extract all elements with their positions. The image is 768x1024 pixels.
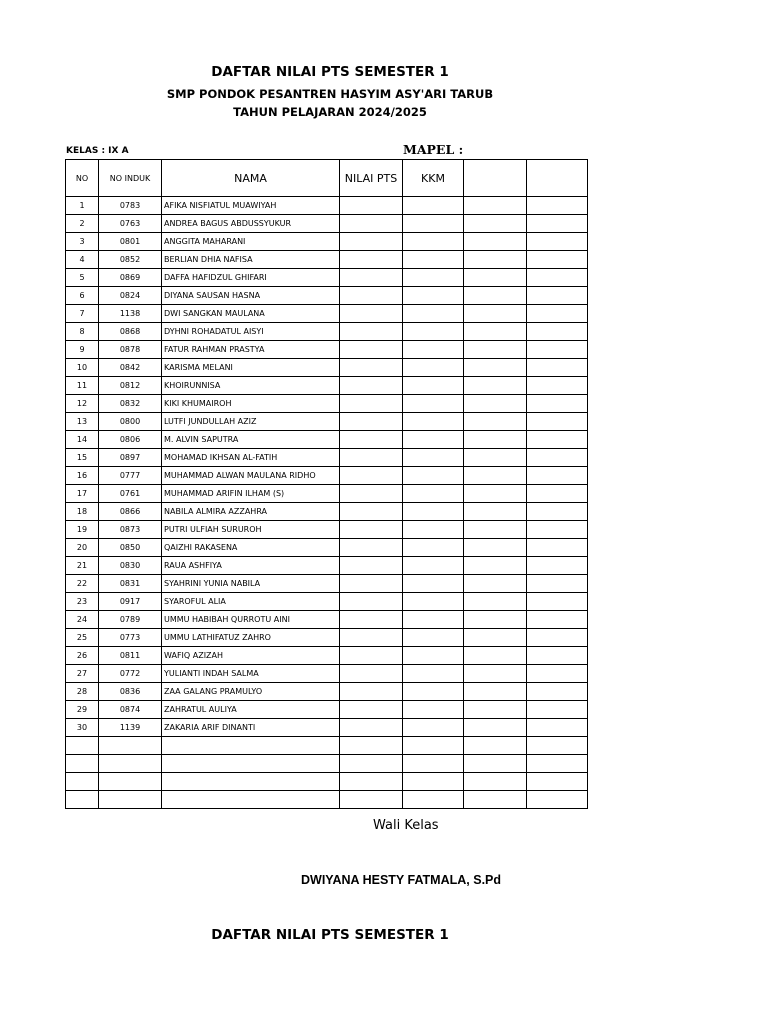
grades-table <box>65 159 588 809</box>
table-row <box>66 503 588 521</box>
cell-nilai-pts <box>340 467 403 485</box>
cell-extra-2 <box>527 377 588 395</box>
cell-no <box>66 737 99 755</box>
cell-kkm <box>403 665 464 683</box>
cell-extra-1 <box>464 467 527 485</box>
cell-no-induk: 0868 <box>99 323 162 341</box>
empty-row <box>66 791 588 809</box>
cell-kkm <box>403 755 464 773</box>
cell-no-induk: 1139 <box>99 719 162 737</box>
cell-no: 29 <box>66 701 99 719</box>
cell-nilai-pts <box>340 647 403 665</box>
table-header-row <box>66 160 588 197</box>
cell-extra-2 <box>527 719 588 737</box>
cell-nama: WAFIQ AZIZAH <box>162 647 340 665</box>
academic-year: TAHUN PELAJARAN 2024/2025 <box>233 105 427 119</box>
cell-no-induk: 0812 <box>99 377 162 395</box>
cell-nama: SYAHRINI YUNIA NABILA <box>162 575 340 593</box>
cell-no-induk: 0917 <box>99 593 162 611</box>
cell-nilai-pts <box>340 557 403 575</box>
table-row <box>66 287 588 305</box>
cell-no-induk: 0842 <box>99 359 162 377</box>
cell-kkm <box>403 539 464 557</box>
table-row <box>66 377 588 395</box>
cell-nama: KARISMA MELANI <box>162 359 340 377</box>
cell-nama: LUTFI JUNDULLAH AZIZ <box>162 413 340 431</box>
cell-kkm <box>403 305 464 323</box>
cell-kkm <box>403 557 464 575</box>
cell-kkm <box>403 233 464 251</box>
cell-nilai-pts <box>340 395 403 413</box>
cell-no-induk: 0763 <box>99 215 162 233</box>
cell-no-induk: 0866 <box>99 503 162 521</box>
cell-extra-1 <box>464 197 527 215</box>
cell-nilai-pts <box>340 521 403 539</box>
cell-kkm <box>403 719 464 737</box>
class-label: KELAS : IX A <box>66 146 129 156</box>
cell-kkm <box>403 647 464 665</box>
cell-extra-2 <box>527 323 588 341</box>
cell-nilai-pts <box>340 575 403 593</box>
cell-nama: UMMU LATHIFATUZ ZAHRO <box>162 629 340 647</box>
table-row <box>66 197 588 215</box>
cell-nilai-pts <box>340 341 403 359</box>
cell-nama: ZAHRATUL AULIYA <box>162 701 340 719</box>
cell-nilai-pts <box>340 431 403 449</box>
cell-extra-2 <box>527 431 588 449</box>
cell-extra-2 <box>527 629 588 647</box>
cell-no: 11 <box>66 377 99 395</box>
cell-kkm <box>403 467 464 485</box>
cell-nilai-pts <box>340 503 403 521</box>
cell-no-induk: 0772 <box>99 665 162 683</box>
cell-no-induk: 0811 <box>99 647 162 665</box>
cell-kkm <box>403 377 464 395</box>
cell-extra-1 <box>464 431 527 449</box>
cell-extra-2 <box>527 233 588 251</box>
cell-no: 12 <box>66 395 99 413</box>
cell-nilai-pts <box>340 629 403 647</box>
signer-name: DWIYANA HESTY FATMALA, S.Pd <box>301 873 502 887</box>
table-row <box>66 467 588 485</box>
cell-no-induk: 0852 <box>99 251 162 269</box>
table-row <box>66 611 588 629</box>
table-row <box>66 431 588 449</box>
table-row <box>66 323 588 341</box>
cell-no-induk: 0777 <box>99 467 162 485</box>
cell-nama: ZAA GALANG PRAMULYO <box>162 683 340 701</box>
cell-no: 8 <box>66 323 99 341</box>
cell-nilai-pts <box>340 539 403 557</box>
cell-extra-1 <box>464 305 527 323</box>
cell-no-induk: 0869 <box>99 269 162 287</box>
cell-no <box>66 755 99 773</box>
empty-row <box>66 773 588 791</box>
cell-kkm <box>403 287 464 305</box>
document-title: DAFTAR NILAI PTS SEMESTER 1 <box>211 64 449 80</box>
cell-no: 19 <box>66 521 99 539</box>
cell-nama: AFIKA NISFIATUL MUAWIYAH <box>162 197 340 215</box>
cell-nama <box>162 755 340 773</box>
cell-nilai-pts <box>340 287 403 305</box>
cell-nilai-pts <box>340 485 403 503</box>
cell-no: 30 <box>66 719 99 737</box>
cell-extra-1 <box>464 539 527 557</box>
cell-no-induk: 0789 <box>99 611 162 629</box>
table-row <box>66 413 588 431</box>
cell-nilai-pts <box>340 269 403 287</box>
cell-no: 28 <box>66 683 99 701</box>
table-row <box>66 629 588 647</box>
cell-no-induk: 0783 <box>99 197 162 215</box>
cell-no-induk: 0801 <box>99 233 162 251</box>
cell-extra-2 <box>527 269 588 287</box>
cell-kkm <box>403 341 464 359</box>
cell-no-induk <box>99 791 162 809</box>
cell-extra-1 <box>464 287 527 305</box>
cell-nama: FATUR RAHMAN PRASTYA <box>162 341 340 359</box>
cell-no-induk: 0873 <box>99 521 162 539</box>
cell-kkm <box>403 629 464 647</box>
cell-extra-1 <box>464 269 527 287</box>
cell-extra-2 <box>527 665 588 683</box>
cell-extra-1 <box>464 647 527 665</box>
cell-no: 25 <box>66 629 99 647</box>
cell-nama: SYAROFUL ALIA <box>162 593 340 611</box>
cell-no-induk: 0800 <box>99 413 162 431</box>
cell-nilai-pts <box>340 755 403 773</box>
cell-extra-1 <box>464 449 527 467</box>
cell-nilai-pts <box>340 197 403 215</box>
cell-nilai-pts <box>340 215 403 233</box>
cell-no-induk: 0850 <box>99 539 162 557</box>
cell-extra-2 <box>527 413 588 431</box>
cell-no-induk: 1138 <box>99 305 162 323</box>
cell-nilai-pts <box>340 791 403 809</box>
cell-no-induk: 0874 <box>99 701 162 719</box>
cell-extra-2 <box>527 683 588 701</box>
cell-extra-1 <box>464 413 527 431</box>
cell-extra-2 <box>527 647 588 665</box>
cell-nilai-pts <box>340 413 403 431</box>
cell-nama: KHOIRUNNISA <box>162 377 340 395</box>
table-row <box>66 557 588 575</box>
cell-nama: DWI SANGKAN MAULANA <box>162 305 340 323</box>
cell-extra-2 <box>527 575 588 593</box>
cell-nama: RAUA ASHFIYA <box>162 557 340 575</box>
cell-no: 7 <box>66 305 99 323</box>
cell-extra-1 <box>464 395 527 413</box>
cell-kkm <box>403 791 464 809</box>
cell-extra-1 <box>464 611 527 629</box>
cell-no-induk <box>99 737 162 755</box>
cell-kkm <box>403 683 464 701</box>
cell-extra-1 <box>464 233 527 251</box>
cell-no <box>66 791 99 809</box>
cell-nama: ANDREA BAGUS ABDUSSYUKUR <box>162 215 340 233</box>
cell-nama: NABILA ALMIRA AZZAHRA <box>162 503 340 521</box>
cell-extra-1 <box>464 503 527 521</box>
col-header-blank-1 <box>464 160 527 197</box>
homeroom-teacher-label: Wali Kelas <box>373 818 439 833</box>
table-row <box>66 539 588 557</box>
school-name: SMP PONDOK PESANTREN HASYIM ASY'ARI TARUB <box>166 87 494 101</box>
cell-extra-2 <box>527 737 588 755</box>
cell-no-induk: 0836 <box>99 683 162 701</box>
cell-nama: ZAKARIA ARIF DINANTI <box>162 719 340 737</box>
cell-nama: MUHAMMAD ARIFIN ILHAM (S) <box>162 485 340 503</box>
cell-extra-2 <box>527 341 588 359</box>
cell-no: 16 <box>66 467 99 485</box>
cell-extra-2 <box>527 539 588 557</box>
cell-extra-1 <box>464 323 527 341</box>
cell-no: 1 <box>66 197 99 215</box>
cell-extra-1 <box>464 215 527 233</box>
col-header-no-induk: NO INDUK <box>99 160 162 197</box>
cell-no: 26 <box>66 647 99 665</box>
table-row <box>66 305 588 323</box>
cell-extra-2 <box>527 305 588 323</box>
empty-row <box>66 755 588 773</box>
cell-kkm <box>403 593 464 611</box>
cell-nama: PUTRI ULFIAH SURUROH <box>162 521 340 539</box>
cell-no: 22 <box>66 575 99 593</box>
cell-nilai-pts <box>340 719 403 737</box>
cell-extra-2 <box>527 503 588 521</box>
cell-kkm <box>403 503 464 521</box>
cell-no: 2 <box>66 215 99 233</box>
cell-extra-1 <box>464 665 527 683</box>
cell-extra-2 <box>527 791 588 809</box>
table-row <box>66 359 588 377</box>
cell-no-induk: 0761 <box>99 485 162 503</box>
col-header-nilai-pts: NILAI PTS <box>340 160 403 197</box>
cell-extra-1 <box>464 755 527 773</box>
cell-extra-1 <box>464 557 527 575</box>
cell-extra-2 <box>527 395 588 413</box>
table-row <box>66 215 588 233</box>
cell-nilai-pts <box>340 611 403 629</box>
cell-extra-2 <box>527 755 588 773</box>
col-header-kkm: KKM <box>403 160 464 197</box>
subject-label: MAPEL : <box>403 142 464 157</box>
table-row <box>66 647 588 665</box>
cell-kkm <box>403 521 464 539</box>
cell-nilai-pts <box>340 701 403 719</box>
cell-extra-1 <box>464 701 527 719</box>
table-row <box>66 233 588 251</box>
cell-nama: QAIZHI RAKASENA <box>162 539 340 557</box>
cell-nama: ANGGITA MAHARANI <box>162 233 340 251</box>
table-row <box>66 485 588 503</box>
cell-nama: DIYANA SAUSAN HASNA <box>162 287 340 305</box>
cell-extra-1 <box>464 485 527 503</box>
cell-extra-1 <box>464 773 527 791</box>
cell-no-induk: 0897 <box>99 449 162 467</box>
cell-kkm <box>403 197 464 215</box>
cell-nilai-pts <box>340 773 403 791</box>
cell-kkm <box>403 251 464 269</box>
cell-kkm <box>403 575 464 593</box>
cell-no: 23 <box>66 593 99 611</box>
cell-nilai-pts <box>340 251 403 269</box>
cell-nama: DYHNI ROHADATUL AISYI <box>162 323 340 341</box>
cell-extra-2 <box>527 449 588 467</box>
cell-extra-1 <box>464 377 527 395</box>
cell-extra-1 <box>464 359 527 377</box>
cell-nama <box>162 773 340 791</box>
cell-no-induk: 0832 <box>99 395 162 413</box>
cell-nama: BERLIAN DHIA NAFISA <box>162 251 340 269</box>
table-row <box>66 575 588 593</box>
cell-nama: MOHAMAD IKHSAN AL-FATIH <box>162 449 340 467</box>
table-row <box>66 341 588 359</box>
cell-nama: UMMU HABIBAH QURROTU AINI <box>162 611 340 629</box>
table-row <box>66 251 588 269</box>
cell-extra-1 <box>464 575 527 593</box>
cell-nama <box>162 737 340 755</box>
cell-extra-1 <box>464 737 527 755</box>
cell-extra-1 <box>464 341 527 359</box>
cell-extra-2 <box>527 467 588 485</box>
cell-no-induk: 0878 <box>99 341 162 359</box>
table-row <box>66 701 588 719</box>
cell-kkm <box>403 485 464 503</box>
cell-nilai-pts <box>340 683 403 701</box>
table-row <box>66 665 588 683</box>
cell-kkm <box>403 413 464 431</box>
cell-extra-2 <box>527 485 588 503</box>
cell-no-induk <box>99 773 162 791</box>
cell-no: 21 <box>66 557 99 575</box>
cell-no: 13 <box>66 413 99 431</box>
cell-no-induk: 0830 <box>99 557 162 575</box>
cell-nilai-pts <box>340 305 403 323</box>
cell-nama: MUHAMMAD ALWAN MAULANA RIDHO <box>162 467 340 485</box>
cell-no: 27 <box>66 665 99 683</box>
cell-nama: YULIANTI INDAH SALMA <box>162 665 340 683</box>
cell-no: 14 <box>66 431 99 449</box>
table-row <box>66 449 588 467</box>
cell-no-induk: 0831 <box>99 575 162 593</box>
cell-kkm <box>403 773 464 791</box>
cell-extra-2 <box>527 593 588 611</box>
cell-nilai-pts <box>340 449 403 467</box>
cell-extra-1 <box>464 629 527 647</box>
cell-extra-2 <box>527 215 588 233</box>
cell-kkm <box>403 359 464 377</box>
cell-nama: M. ALVIN SAPUTRA <box>162 431 340 449</box>
cell-kkm <box>403 395 464 413</box>
cell-nama: DAFFA HAFIDZUL GHIFARI <box>162 269 340 287</box>
cell-no-induk: 0806 <box>99 431 162 449</box>
cell-kkm <box>403 269 464 287</box>
cell-kkm <box>403 215 464 233</box>
cell-no-induk <box>99 755 162 773</box>
cell-no <box>66 773 99 791</box>
cell-nilai-pts <box>340 359 403 377</box>
cell-nilai-pts <box>340 377 403 395</box>
cell-no: 17 <box>66 485 99 503</box>
cell-no: 3 <box>66 233 99 251</box>
cell-extra-2 <box>527 287 588 305</box>
cell-extra-2 <box>527 359 588 377</box>
cell-kkm <box>403 449 464 467</box>
table-row <box>66 395 588 413</box>
cell-no: 15 <box>66 449 99 467</box>
cell-nama <box>162 791 340 809</box>
cell-no: 5 <box>66 269 99 287</box>
cell-nilai-pts <box>340 665 403 683</box>
table-row <box>66 521 588 539</box>
cell-nilai-pts <box>340 593 403 611</box>
table-row <box>66 269 588 287</box>
cell-extra-2 <box>527 197 588 215</box>
cell-extra-1 <box>464 791 527 809</box>
col-header-no: NO <box>66 160 99 197</box>
table-row <box>66 593 588 611</box>
cell-extra-2 <box>527 773 588 791</box>
cell-extra-1 <box>464 251 527 269</box>
cell-nilai-pts <box>340 233 403 251</box>
col-header-blank-2 <box>527 160 588 197</box>
cell-extra-1 <box>464 521 527 539</box>
cell-extra-2 <box>527 701 588 719</box>
next-page-title: DAFTAR NILAI PTS SEMESTER 1 <box>211 927 449 943</box>
cell-kkm <box>403 323 464 341</box>
cell-kkm <box>403 737 464 755</box>
table-row <box>66 719 588 737</box>
cell-kkm <box>403 611 464 629</box>
cell-extra-1 <box>464 719 527 737</box>
cell-no: 18 <box>66 503 99 521</box>
cell-extra-1 <box>464 593 527 611</box>
cell-extra-2 <box>527 611 588 629</box>
cell-no: 24 <box>66 611 99 629</box>
cell-no-induk: 0773 <box>99 629 162 647</box>
cell-no: 6 <box>66 287 99 305</box>
cell-no: 10 <box>66 359 99 377</box>
cell-no: 20 <box>66 539 99 557</box>
cell-nilai-pts <box>340 323 403 341</box>
cell-extra-2 <box>527 251 588 269</box>
cell-nilai-pts <box>340 737 403 755</box>
cell-kkm <box>403 431 464 449</box>
table-row <box>66 683 588 701</box>
col-header-nama: NAMA <box>162 160 340 197</box>
cell-no: 4 <box>66 251 99 269</box>
cell-extra-2 <box>527 521 588 539</box>
cell-extra-2 <box>527 557 588 575</box>
cell-nama: KIKI KHUMAIROH <box>162 395 340 413</box>
empty-row <box>66 737 588 755</box>
cell-extra-1 <box>464 683 527 701</box>
cell-no-induk: 0824 <box>99 287 162 305</box>
cell-kkm <box>403 701 464 719</box>
cell-no: 9 <box>66 341 99 359</box>
